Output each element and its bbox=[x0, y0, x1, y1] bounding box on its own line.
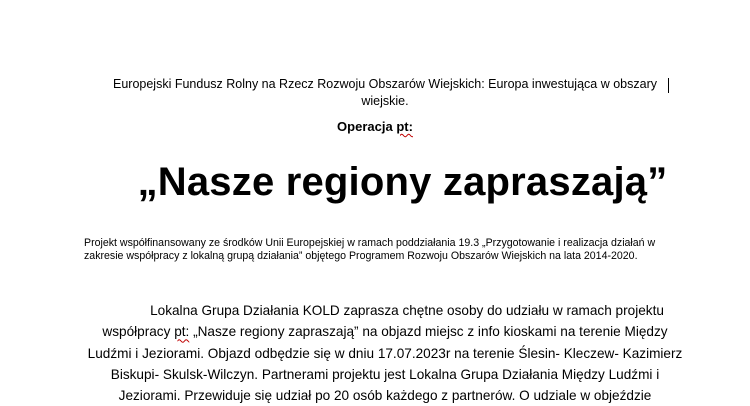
cofinancing-note: Projekt współfinansowany ze środków Unii Europejskiej w ramach poddziałania 19.3 „Przygotowanie i realizacja działań w zakresie współpracy z lokalną grupą działania” objętego Programem Rozwoju Obszarów Wiejskich na lata 2014-2020. bbox=[84, 237, 656, 262]
text-cursor bbox=[668, 78, 669, 93]
operation-label: Operacja bbox=[337, 119, 393, 134]
fund-line: Europejski Fundusz Rolny na Rzecz Rozwoju Obszarów Wiejskich: Europa inwestująca w obszary wiejskie. bbox=[113, 77, 657, 108]
body-part-2: „Nasze regiony zapraszają” na objazd miejsc z info kioskami na terenie Między Ludźmi i Jeziorami. Objazd odbędzie się w dniu 17.07.2023r na terenie Ślesin- Kleczew- Kazimierz Biskupi- Skulsk-Wilczyn. Partnerami projektu jest Lokalna Grupa Działania Między Ludźmi i Jeziorami. Przewiduje się udział po 20 osób każdego z partnerów. O udziale w objeździe bbox=[87, 324, 683, 404]
fund-header bbox=[110, 76, 660, 110]
body-paragraph bbox=[82, 300, 688, 406]
body-pt: pt: bbox=[174, 324, 190, 340]
document-title: „Nasze regiony zapraszają” bbox=[137, 160, 668, 204]
body-part-1: Lokalna Grupa Działania KOLD zaprasza chętne osoby do udziału w ramach projektu współpracy bbox=[102, 303, 664, 340]
operation-heading bbox=[0, 119, 750, 134]
operation-pt: pt: bbox=[396, 119, 413, 134]
